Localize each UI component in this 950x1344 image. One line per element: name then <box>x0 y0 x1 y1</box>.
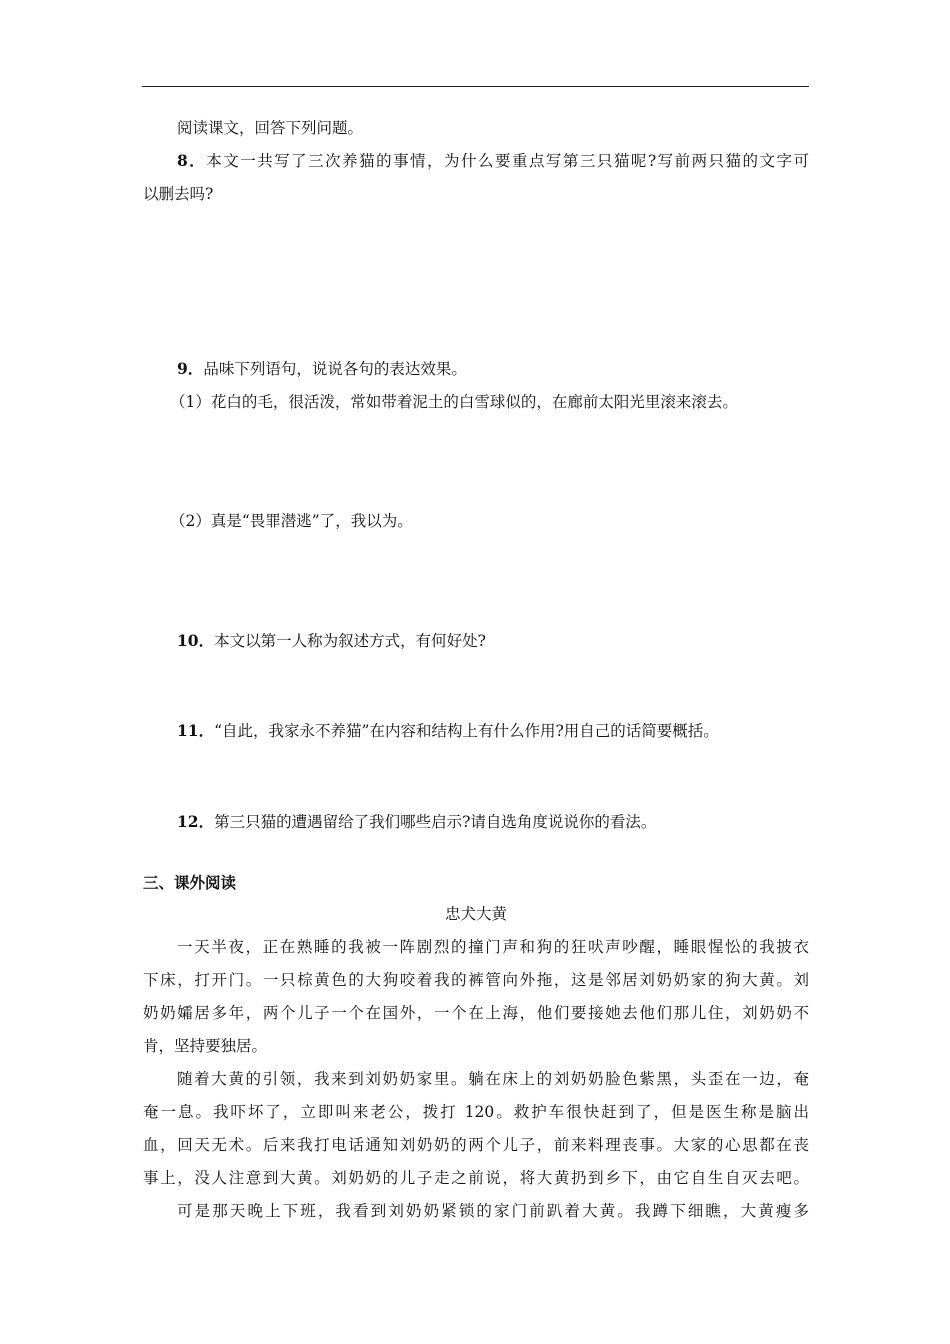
question-8 <box>177 151 809 171</box>
question-text: 本文以第一人称为叙述方式，有何好处? <box>214 632 486 650</box>
question-9-sub-2: （2）真是“畏罪潜逃”了，我以为。 <box>170 512 413 530</box>
question-9-sub-1: （1）花白的毛，很活泼，常如带着泥土的白雪球似的，在廊前太阳光里滚来滚去。 <box>170 393 738 411</box>
header-rule <box>142 86 809 87</box>
passage-line: 下床，打开门。一只棕黄色的大狗咬着我的裤管向外拖，这是邻居刘奶奶家的狗大黄。刘 <box>143 971 809 989</box>
question-8-continued: 以删去吗? <box>143 185 214 203</box>
passage-line: 血，回天无术。后来我打电话通知刘奶奶的两个儿子，前来料理丧事。大家的心思都在丧 <box>143 1136 809 1154</box>
question-number: 11． <box>177 721 215 740</box>
question-text: 本文一共写了三次养猫的事情，为什么要重点写第三只猫呢?写前两只猫的文字可 <box>206 152 809 170</box>
question-text: 第三只猫的遭遇留给了我们哪些启示?请自选角度说说你的看法。 <box>214 813 657 831</box>
passage-line: 奶奶孀居多年，两个儿子一个在国外，一个在上海，他们要接她去他们那儿住，刘奶奶不 <box>143 1004 809 1022</box>
question-number: 8． <box>177 151 207 170</box>
passage-line: 一天半夜，正在熟睡的我被一阵剧烈的撞门声和狗的狂吠声吵醒，睡眼惺忪的我披衣 <box>177 938 809 956</box>
passage-line: 随着大黄的引领，我来到刘奶奶家里。躺在床上的刘奶奶脸色紫黑，头歪在一边，奄 <box>177 1070 809 1088</box>
question-number: 12． <box>177 812 215 831</box>
question-text: “自此，我家永不养猫”在内容和结构上有什么作用?用自己的话简要概括。 <box>214 722 719 740</box>
question-11 <box>177 721 809 741</box>
passage-line: 奄一息。我吓坏了，立即叫来老公，拨打 120。救护车很快赶到了，但是医生称是脑出 <box>143 1103 809 1121</box>
question-9 <box>177 359 809 379</box>
question-number: 10． <box>177 631 215 650</box>
question-10 <box>177 631 809 651</box>
question-text: 品味下列语句，说说各句的表达效果。 <box>203 360 467 378</box>
passage-line: 事上，没人注意到大黄。刘奶奶的儿子走之前说，将大黄扔到乡下，由它自生自灭去吧。 <box>143 1169 809 1187</box>
passage-line: 可是那天晚上下班，我看到刘奶奶紧锁的家门前趴着大黄。我蹲下细瞧，大黄瘦多 <box>177 1202 809 1220</box>
passage-title: 忠犬大黄 <box>444 905 507 923</box>
question-12 <box>177 812 809 832</box>
reading-instruction: 阅读课文，回答下列问题。 <box>177 119 364 137</box>
question-number: 9． <box>177 359 204 378</box>
passage-line: 肯，坚持要独居。 <box>143 1037 268 1055</box>
section-heading: 三、课外阅读 <box>143 873 237 892</box>
